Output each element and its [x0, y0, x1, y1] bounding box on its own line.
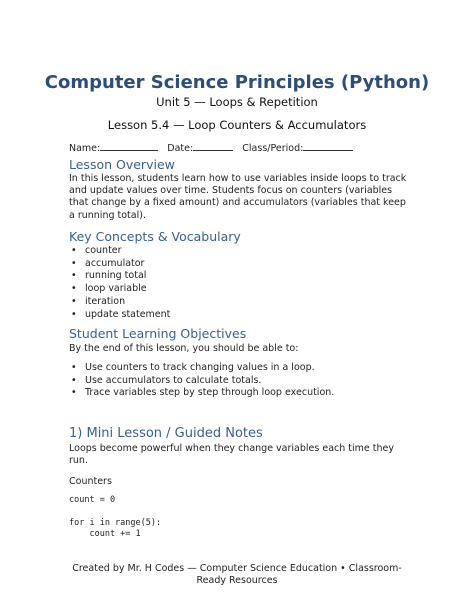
- unit-subtitle: Unit 5 — Loops & Repetition: [156, 95, 318, 109]
- objectives-list: [69, 362, 334, 400]
- list-item: • iteration: [69, 296, 170, 309]
- name-label: Name:: [69, 143, 101, 154]
- student-info-fields: [69, 141, 353, 155]
- concepts-list: [69, 245, 170, 321]
- class-period-blank[interactable]: [303, 141, 353, 151]
- code-block-counter-init: count = 0: [69, 495, 116, 505]
- list-item: • Use counters to track changing values in a loop.: [69, 362, 334, 375]
- mini-lesson-line: run.: [69, 455, 88, 467]
- list-item: • accumulator: [69, 258, 170, 271]
- footer-line: Created by Mr. H Codes — Computer Science Education • Classroom-: [72, 563, 402, 574]
- class-period-label: Class/Period:: [242, 143, 304, 154]
- overview-line: that change by a fixed amount) and accumulators (variables that keep: [69, 197, 406, 209]
- document-title: Computer Science Principles (Python): [44, 72, 430, 93]
- code-block-for-loop: for i in range(5): count += 1: [69, 518, 162, 539]
- concepts-heading: Key Concepts & Vocabulary: [69, 229, 241, 244]
- overview-paragraph: [69, 173, 414, 222]
- footer-line: Ready Resources: [196, 575, 278, 586]
- overview-line: and update values over time. Students focus on counters (variables: [69, 185, 393, 197]
- name-blank[interactable]: [100, 141, 158, 151]
- objectives-heading: Student Learning Objectives: [69, 326, 247, 341]
- mini-lesson-line: Loops become powerful when they change variables each time they: [69, 443, 394, 454]
- date-blank[interactable]: [193, 141, 233, 151]
- list-item: • loop variable: [69, 283, 170, 296]
- mini-lesson-paragraph: [69, 443, 414, 467]
- overview-line: a running total).: [69, 209, 146, 221]
- overview-line: In this lesson, students learn how to use variables inside loops to track: [69, 173, 407, 184]
- list-item: • update statement: [69, 309, 170, 322]
- objectives-intro: By the end of this lesson, you should be able to:: [69, 343, 299, 354]
- overview-heading: Lesson Overview: [69, 157, 175, 172]
- list-item: • Trace variables step by step through loop execution.: [69, 387, 334, 400]
- list-item: • Use accumulators to calculate totals.: [69, 375, 334, 388]
- footer-credit: [40, 563, 434, 587]
- mini-lesson-heading: 1) Mini Lesson / Guided Notes: [69, 426, 263, 441]
- date-label: Date:: [167, 143, 194, 154]
- counters-subheading: Counters: [69, 476, 112, 487]
- lesson-title: Lesson 5.4 — Loop Counters & Accumulators: [107, 118, 367, 132]
- list-item: • counter: [69, 245, 170, 258]
- list-item: • running total: [69, 270, 170, 283]
